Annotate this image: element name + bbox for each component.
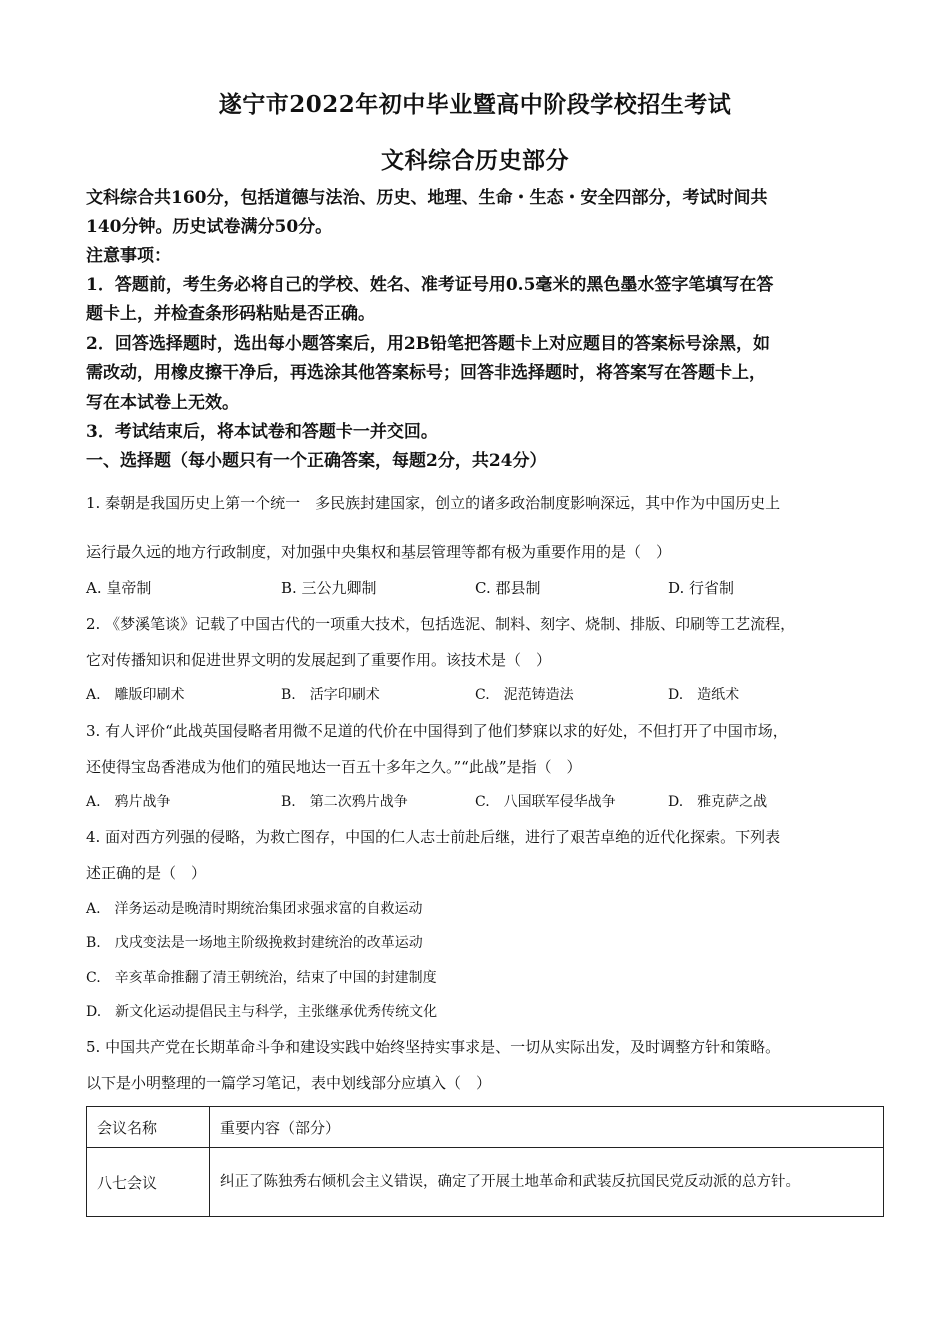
notice-item-1-line-2: 题卡上，并检查条形码粘贴是否正确。 xyxy=(86,304,375,324)
question-1-option-d: D. 行省制 xyxy=(668,579,735,597)
question-5-line-1: 5. 中国共产党在长期革命斗争和建设实践中始终坚持实事求是、一切从实际出发，及时调整方针和策略。 xyxy=(86,1038,781,1056)
question-5-line-2: 以下是小明整理的一篇学习笔记，表中划线部分应填入（ ） xyxy=(86,1074,492,1092)
question-1-option-b: B. 三公九卿制 xyxy=(281,579,377,597)
table-cell-content: 纠正了陈独秀右倾机会主义错误，确定了开展土地革命和武装反抗国民党反动派的总方针。 xyxy=(210,1148,884,1217)
question-3-option-a: A. 鸦片战争 xyxy=(86,794,171,810)
table-row xyxy=(87,1148,884,1217)
question-4-line-2: 述正确的是（ ） xyxy=(86,864,207,882)
question-2-option-d: D. 造纸术 xyxy=(668,687,740,703)
exam-title: 遂宁市2022年初中毕业暨高中阶段学校招生考试 xyxy=(218,91,732,118)
question-2-option-b: B. 活字印刷术 xyxy=(281,687,380,703)
question-4-option-b: B. 戊戌变法是一场地主阶级挽救封建统治的改革运动 xyxy=(86,935,423,951)
question-3-option-b: B. 第二次鸦片战争 xyxy=(281,794,408,810)
question-2-option-c: C. 泥范铸造法 xyxy=(475,687,574,703)
section-heading: 一、选择题（每小题只有一个正确答案，每题2分，共24分） xyxy=(86,451,547,471)
table-cell-meeting: 八七会议 xyxy=(87,1148,210,1217)
question-2-line-2: 它对传播知识和促进世界文明的发展起到了重要作用。该技术是（ ） xyxy=(86,651,552,669)
question-1-line-1: 1. 秦朝是我国历史上第一个统一 多民族封建国家，创立的诸多政治制度影响深远，其中作为中国历史上 xyxy=(86,494,781,512)
question-2-line-1: 2. 《梦溪笔谈》记载了中国古代的一项重大技术，包括选泥、制料、刻字、烧制、排版、印刷等工艺流程， xyxy=(86,615,796,633)
notice-item-2-line-2: 需改动，用橡皮擦干净后，再选涂其他答案标号；回答非选择题时，将答案写在答题卡上， xyxy=(86,363,766,383)
notice-heading: 注意事项： xyxy=(86,246,171,266)
question-4-line-1: 4. 面对西方列强的侵略，为救亡图存，中国的仁人志士前赴后继，进行了艰苦卓绝的近代化探索。下列表 xyxy=(86,828,781,846)
exam-subtitle: 文科综合历史部分 xyxy=(381,147,569,174)
question-3-line-2: 还使得宝岛香港成为他们的殖民地达一百五十多年之久。”“此战”是指（ ） xyxy=(86,758,582,776)
question-4-option-a: A. 洋务运动是晚清时期统治集团求强求富的自救运动 xyxy=(86,901,423,917)
question-1-line-2: 运行最久远的地方行政制度，对加强中央集权和基层管理等都有极为重要作用的是（ ） xyxy=(86,543,672,561)
question-4-option-d: D. 新文化运动提倡民主与科学，主张继承优秀传统文化 xyxy=(86,1004,438,1020)
question-2-option-a: A. 雕版印刷术 xyxy=(86,687,185,703)
study-notes-table xyxy=(86,1106,884,1217)
question-3-option-c: C. 八国联军侵华战争 xyxy=(475,794,616,810)
table-header-content: 重要内容（部分） xyxy=(210,1107,884,1148)
question-4-option-c: C. 辛亥革命推翻了清王朝统治，结束了中国的封建制度 xyxy=(86,970,437,986)
intro-line-2: 140分钟。历史试卷满分50分。 xyxy=(86,217,333,237)
notice-item-2-line-3: 写在本试卷上无效。 xyxy=(86,393,239,413)
notice-item-3: 3．考试结束后，将本试卷和答题卡一并交回。 xyxy=(86,422,438,442)
question-3-option-d: D. 雅克萨之战 xyxy=(668,794,768,810)
question-1-option-a: A. 皇帝制 xyxy=(86,579,152,597)
notice-item-2-line-1: 2．回答选择题时，选出每小题答案后，用2B铅笔把答题卡上对应题目的答案标号涂黑，如 xyxy=(86,334,771,354)
table-header-row xyxy=(87,1107,884,1148)
question-1-option-c: C. 郡县制 xyxy=(475,579,541,597)
notice-item-1-line-1: 1．答题前，考生务必将自己的学校、姓名、准考证号用0.5毫米的黑色墨水签字笔填写在答 xyxy=(86,275,774,295)
table-header-meeting: 会议名称 xyxy=(87,1107,210,1148)
intro-line-1: 文科综合共160分，包括道德与法治、历史、地理、生命・生态・安全四部分，考试时间共 xyxy=(86,188,768,208)
question-3-line-1: 3. 有人评价“此战英国侵略者用微不足道的代价在中国得到了他们梦寐以求的好处，不但打开了中国市场， xyxy=(86,722,788,740)
